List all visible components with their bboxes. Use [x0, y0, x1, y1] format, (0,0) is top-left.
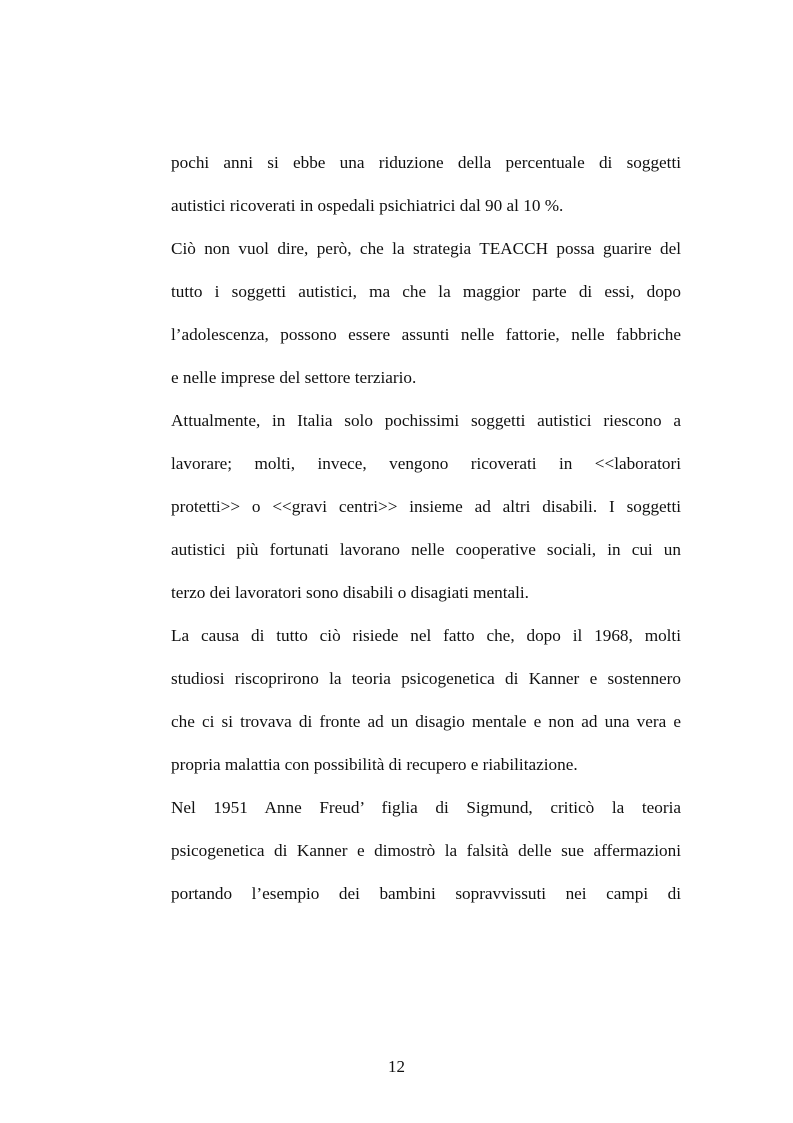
text-line: autistici più fortunati lavorano nelle cooperative sociali, in cui un	[171, 540, 681, 559]
text-line: studiosi riscoprirono la teoria psicogenetica di Kanner e sostennero	[171, 669, 681, 688]
text-line: propria malattia con possibilità di recupero e riabilitazione.	[171, 755, 578, 774]
text-line: lavorare; molti, invece, vengono ricoverati in <<laboratori	[171, 454, 681, 473]
text-line: Attualmente, in Italia solo pochissimi soggetti autistici riescono a	[171, 411, 681, 430]
text-line: pochi anni si ebbe una riduzione della percentuale di soggetti	[171, 153, 681, 172]
text-line: che ci si trovava di fronte ad un disagio mentale e non ad una vera e	[171, 712, 681, 731]
text-line: portando l’esempio dei bambini sopravvissuti nei campi di	[171, 884, 681, 903]
text-line: autistici ricoverati in ospedali psichiatrici dal 90 al 10 %.	[171, 196, 564, 215]
text-line: protetti>> o <<gravi centri>> insieme ad altri disabili. I soggetti	[171, 497, 681, 516]
page-number: 12	[388, 1057, 405, 1076]
text-line: terzo dei lavoratori sono disabili o disagiati mentali.	[171, 583, 529, 602]
text-line: La causa di tutto ciò risiede nel fatto che, dopo il 1968, molti	[171, 626, 681, 645]
text-line: tutto i soggetti autistici, ma che la maggior parte di essi, dopo	[171, 282, 681, 301]
text-line: l’adolescenza, possono essere assunti nelle fattorie, nelle fabbriche	[171, 325, 681, 344]
text-line: Nel 1951 Anne Freud’ figlia di Sigmund, criticò la teoria	[171, 798, 681, 817]
text-line: Ciò non vuol dire, però, che la strategia TEACCH possa guarire del	[171, 239, 681, 258]
text-line: psicogenetica di Kanner e dimostrò la falsità delle sue affermazioni	[171, 841, 681, 860]
text-line: e nelle imprese del settore terziario.	[171, 368, 417, 387]
